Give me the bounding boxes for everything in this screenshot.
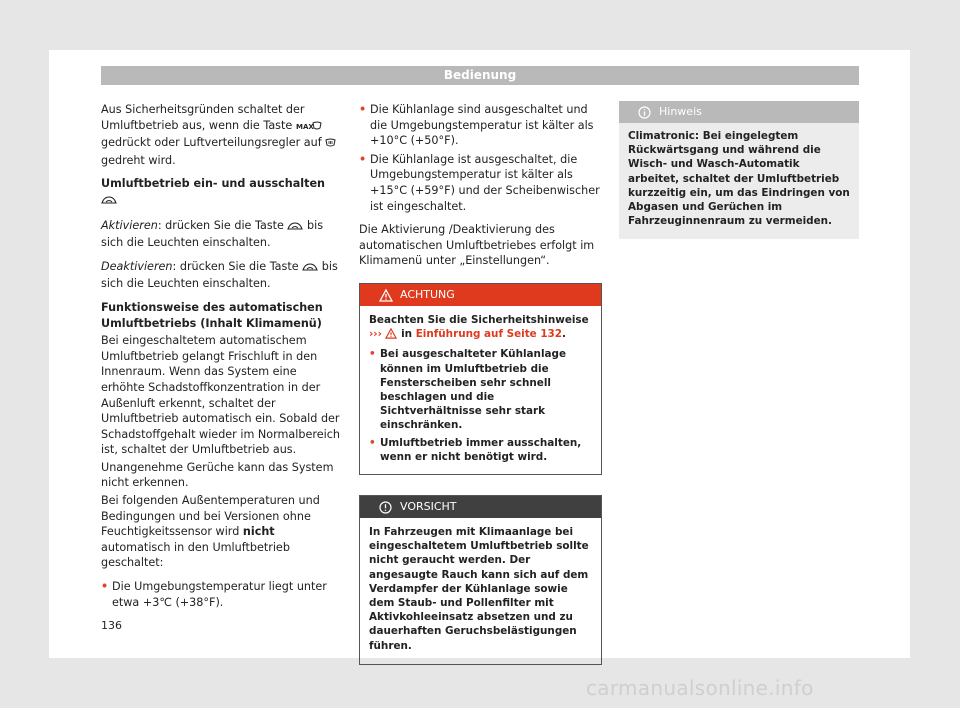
page-reference-link[interactable]: Einführung auf Seite 132 [415,328,563,341]
warning-body [360,306,601,474]
recirculation-icon [101,194,117,210]
paragraph-smells: Unangenehme Gerüche kann das System nicht erkennen. [101,460,334,490]
max-defrost-icon [296,120,322,136]
list-item: • Die Kühlanlage sind ausgeschaltet und die Umgebungstemperatur ist kälter als +10°C (+50°F). [359,103,594,148]
watermark: carmanualsonline.info [586,676,814,700]
list-item: • Bei ausgeschalteter Kühlanlage können im Umluftbetrieb die Fensterscheiben sehr schnell beschlagen und die Sichtverhältnisse sehr stark einschränken. [369,348,567,432]
svg-text:MAX: MAX [295,122,314,131]
bullet-dot: • [101,580,109,594]
warning-header: ACHTUNG [360,284,601,306]
paragraph-activate: Aktivieren: drücken Sie die Taste bis sich die Leuchten einschalten. [101,218,324,250]
heading-automatic: Funktionsweise des automatischen Umluftbetriebs (Inhalt Klimamenü) [101,300,323,330]
note-header: Hinweis [619,101,859,123]
caution-circle-icon [379,500,392,522]
list-item: • Die Kühlanlage ist ausgeschaltet, die Umgebungstemperatur ist kälter als +15°C (+59°F) und der Scheibenwischer ist eingeschaltet. [359,152,600,213]
bullet-dot: • [369,436,376,449]
column-left [101,102,341,613]
paragraph-deactivate: Deaktivieren: drücken Sie die Taste bis sich die Leuchten einschalten. [101,259,338,291]
paragraph-function: Bei eingeschaltetem automatischem Umluftbetrieb gelangt Frischluft in den Innenraum. Wenn das System eine erhöhte Schadstoffkonzentration in der Außenluft erkennt, schaltet der Umluftbetrieb automatisch ein. Sobald der Schadstoffgehalt wieder im Normalbereich ist, schaltet der Umluftbetrieb aus. [101,334,340,457]
note-box [619,101,859,239]
list-item: • Die Umgebungstemperatur liegt unter etwa +3℃ (+38°F). [101,580,327,609]
bullet-dot: • [359,103,367,116]
caution-header: VORSICHT [360,496,601,518]
info-icon [638,105,651,127]
paragraph-settings: Die Aktivierung /Deaktivierung des automatischen Umluftbetriebes erfolgt im Klimamenü unter „Einstellungen“. [359,223,595,268]
windshield-icon [325,137,336,153]
warning-triangle-icon [379,288,393,310]
warning-triangle-icon [385,328,397,343]
column-right [619,101,859,239]
paragraph-conditions: Bei folgenden Außentemperaturen und Bedingungen und bei Versionen ohne Feuchtigkeitssensor wird nicht automatisch in den Umluftbetrieb geschaltet: [101,494,320,570]
page-number: 136 [101,619,122,632]
list-item: • Umluftbetrieb immer ausschalten, wenn er nicht benötigt wird. [369,436,582,463]
heading-umluft: Umluftbetrieb ein- und ausschalten [101,176,341,209]
bullet-dot: • [359,152,367,166]
paragraph-intro: Aus Sicherheitsgründen schaltet der Umluftbetrieb aus, wenn die Taste MAX gedrückt oder Luftverteilungsregler auf gedreht wird. [101,102,341,168]
warning-box [359,283,602,475]
recirculation-icon [302,261,318,277]
recirculation-icon [287,220,303,236]
section-header: Bedienung [101,66,859,85]
column-middle [359,102,602,665]
bullet-dot: • [369,348,376,361]
note-body: Climatronic: Bei eingelegtem Rückwärtsgang und während die Wisch- und Wasch-Automatik arbeitet, schaltet der Umluftbetrieb kurzzeitig ein, um das Eindringen von Abgasen und Gerüchen im Fahrzeuginnenraum zu vermeiden. [628,130,850,228]
warning-intro: Beachten Sie die Sicherheitshinweise ››› in Einführung auf Seite 132. [369,313,592,343]
caution-box [359,495,602,665]
caution-body: In Fahrzeugen mit Klimaanlage bei eingeschaltetem Umluftbetrieb sollte nicht geraucht werden. Der angesaugte Rauch kann sich auf dem Verdampfer der Kühlanlage sowie dem Staub- und Pollenfilter mit Aktivkohleeinsatz absetzen und zu dauerhaften Geruchsbelästigungen führen. [369,525,589,652]
